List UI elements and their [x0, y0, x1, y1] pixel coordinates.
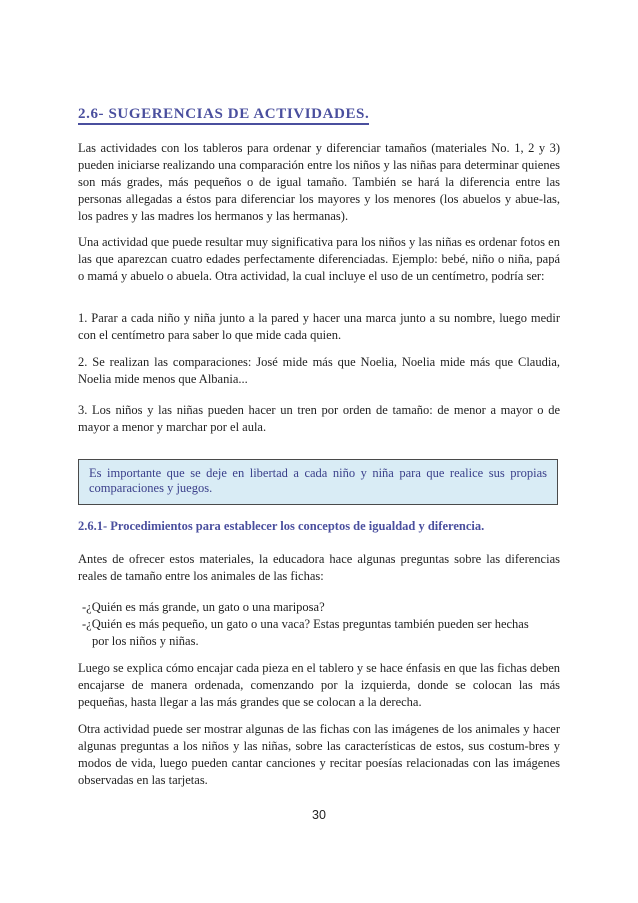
paragraph-step-1: 1. Parar a cada niño y niña junto a la pared y hacer una marca junto a su nombre, luego medir con el centímetro para saber lo que mide cada quien.: [78, 311, 560, 342]
page-number: 30: [312, 808, 326, 822]
paragraph-intro: Las actividades con los tableros para ordenar y diferenciar tamaños (materiales No. 1, 2 y 3) pueden iniciarse realizando una comparación entre los niños y las niñas para determinar quienes son más grades, más pequeños o de igual tamaño. También se hará la diferencia entre las personas allegadas a éstos para diferenciar los mayores y los menores (los abuelos y abue-las, los padres y las madres los hermanos y las hermanas).: [78, 141, 560, 223]
subsection-title: 2.6.1- Procedimientos para establecer los conceptos de igualdad y diferencia.: [78, 519, 485, 533]
paragraph-step-2: 2. Se realizan las comparaciones: José mide más que Noelia, Noelia mide más que Claudia, Noelia mide menos que Albania...: [78, 355, 560, 386]
paragraph-photos-activity: Una actividad que puede resultar muy significativa para los niños y las niñas es ordenar fotos en las que aparezcan cuatro edades perfectamente diferenciadas. Ejemplo: bebé, niño o niña, papá o mamá y abuelo o abuela. Otra actividad, la cual incluye el uso de un centímetro, podría ser:: [78, 235, 560, 283]
paragraph-subsection-intro: Antes de ofrecer estos materiales, la educadora hace algunas preguntas sobre las diferencias reales de tamaño entre los animales de las fichas:: [78, 552, 560, 583]
note-text: Es importante que se deje en libertad a cada niño y niña para que realice sus propias comparaciones y juegos.: [89, 466, 547, 495]
paragraph-fitting-pieces: Luego se explica cómo encajar cada pieza en el tablero y se hace énfasis en que las fichas deben encajarse de manera ordenada, comenzando por la izquierda, donde se colocan las más pequeñas, hasta llegar a las más grandes que se colocan a la derecha.: [78, 661, 560, 709]
question-item: -¿Quién es más pequeño, un gato o una vaca? Estas preguntas también pueden ser hechas: [82, 617, 529, 631]
question-item-continuation: por los niños y niñas.: [92, 634, 199, 648]
question-item: -¿Quién es más grande, un gato o una mariposa?: [82, 600, 325, 614]
question-list: [82, 599, 560, 650]
paragraph-step-3: 3. Los niños y las niñas pueden hacer un tren por orden de tamaño: de menor a mayor o de mayor a menor y marchar por el aula.: [78, 403, 560, 434]
paragraph-animal-cards: Otra actividad puede ser mostrar algunas de las fichas con las imágenes de los animales y hacer algunas preguntas a los niños y las niñas, sobre las características de estos, sus costum-bres y modos de vida, luego pueden cantar canciones y recitar poesías relacionadas con las imágenes observadas en las tarjetas.: [78, 722, 560, 787]
section-title: 2.6- SUGERENCIAS DE ACTIVIDADES.: [78, 106, 369, 123]
note-box: [78, 459, 558, 505]
